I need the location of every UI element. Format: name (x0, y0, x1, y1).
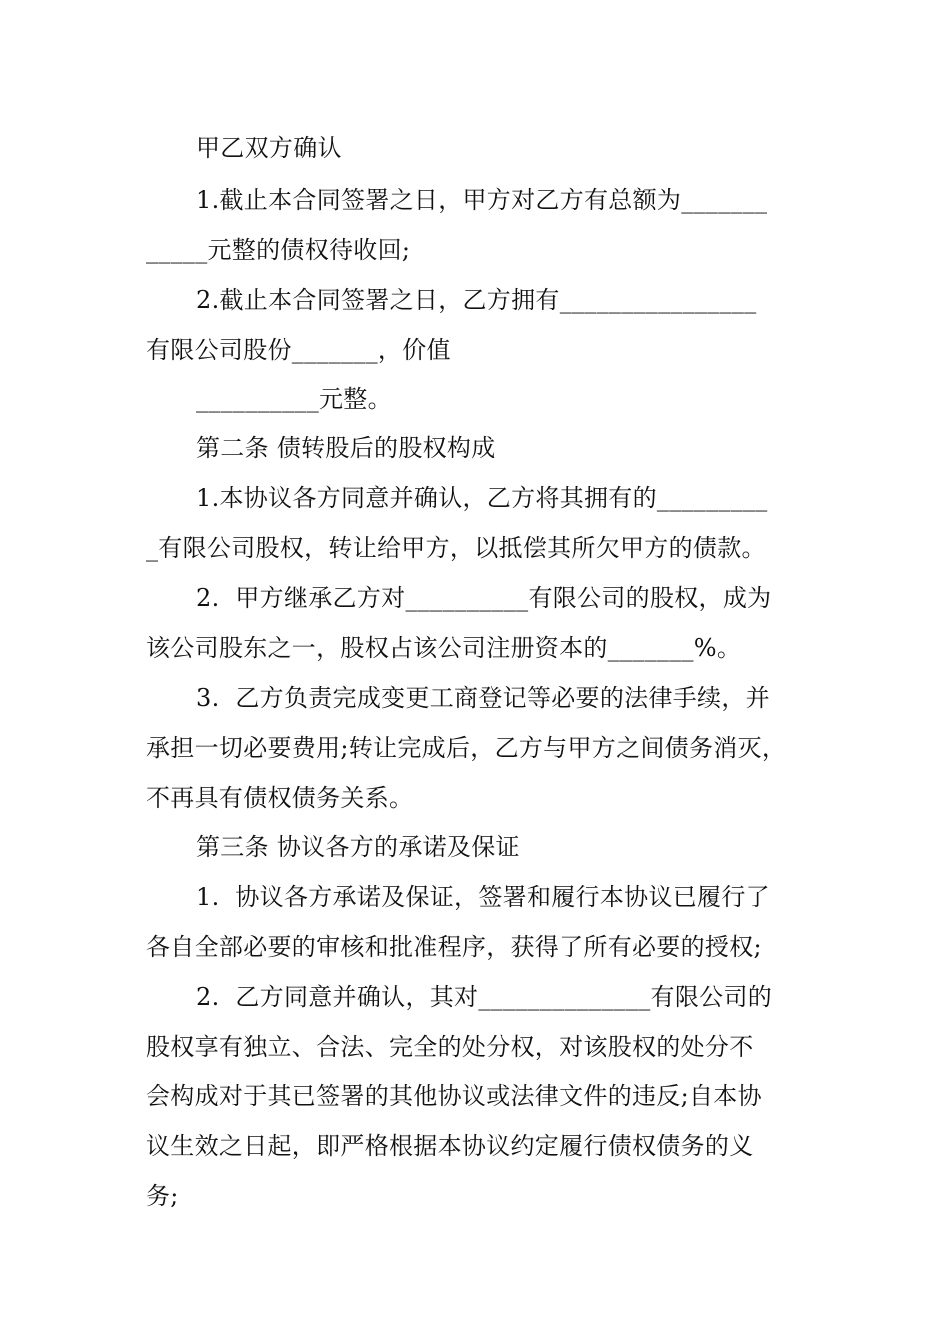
article-heading-3: 第三条 协议各方的承诺及保证 (196, 833, 520, 861)
paragraph-line: 有限公司股份_______，价值 (146, 336, 451, 364)
article-heading-2: 第二条 债转股后的股权构成 (196, 434, 496, 462)
paragraph-line: 议生效之日起，即严格根据本协议约定履行债权债务的义 (146, 1132, 754, 1160)
paragraph-line: 股权享有独立、合法、完全的处分权，对该股权的处分不 (146, 1033, 754, 1061)
paragraph-line: 2. 甲方继承乙方对__________有限公司的股权，成为 (196, 584, 772, 612)
paragraph-line: 3. 乙方负责完成变更工商登记等必要的法律手续，并 (196, 684, 770, 712)
paragraph-line: 2. 乙方同意并确认，其对______________有限公司的 (196, 983, 773, 1011)
paragraph-line: 各自全部必要的审核和批准程序，获得了所有必要的授权; (146, 933, 762, 961)
section-heading-confirm: 甲乙双方确认 (196, 134, 342, 162)
paragraph-line: 2.截止本合同签署之日，乙方拥有________________ (196, 286, 757, 314)
paragraph-line: 1.本协议各方同意并确认，乙方将其拥有的_________ (196, 484, 768, 512)
paragraph-line: 1.截止本合同签署之日，甲方对乙方有总额为_______ (196, 186, 768, 214)
paragraph-line: 不再具有债权债务关系。 (146, 784, 414, 812)
paragraph-line: _有限公司股权，转让给甲方，以抵偿其所欠甲方的债款。 (146, 534, 766, 562)
paragraph-line: __________元整。 (196, 385, 392, 413)
paragraph-line: 务; (146, 1182, 179, 1210)
paragraph-line: 1. 协议各方承诺及保证，签署和履行本协议已履行了 (196, 883, 770, 911)
paragraph-line: _____元整的债权待收回; (146, 236, 411, 264)
paragraph-line: 该公司股东之一，股权占该公司注册资本的_______%。 (146, 634, 742, 662)
paragraph-line: 承担一切必要费用;转让完成后，乙方与甲方之间债务消灭， (146, 734, 787, 762)
paragraph-line: 会构成对于其已签署的其他协议或法律文件的违反;自本协 (146, 1082, 762, 1110)
